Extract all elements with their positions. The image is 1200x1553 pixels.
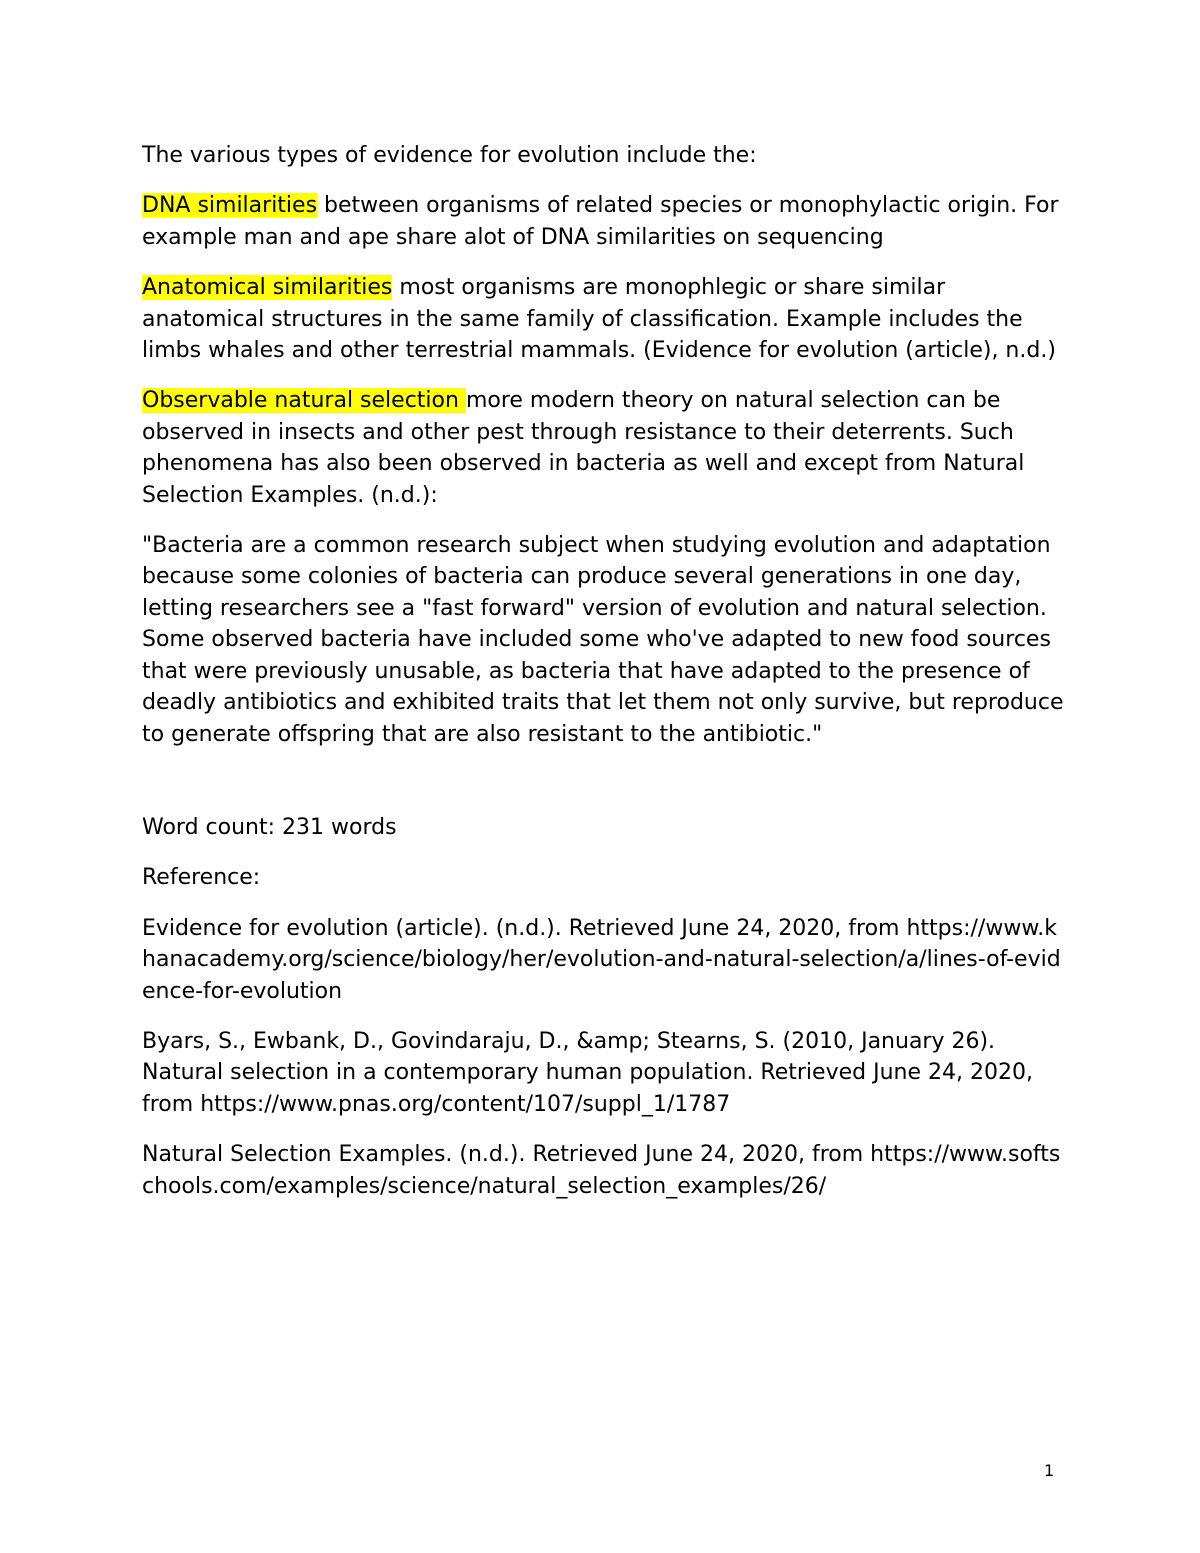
blank-line: [142, 769, 1067, 812]
reference-entry: [142, 913, 1067, 1007]
block-quote: "Bacteria are a common research subject when studying evolution and adaptation because some colonies of bacteria can produce several generations in one day, letting researchers see a "fast forward" version of evolution and natural selection. Some observed bacteria have included some who've adapted to new food sources that were previously unusable, as bacteria that have adapted to the presence of deadly antibiotics and exhibited traits that let them not only survive, but reproduce to generate offspring that are also resistant to the antibiotic.": [142, 533, 1064, 747]
reference-text: Natural Selection Examples. (n.d.). Retrieved June 24, 2020, from: [142, 1142, 871, 1168]
highlighted-term: Anatomical similarities: [142, 275, 393, 301]
highlighted-term: Observable natural selection: [142, 388, 466, 414]
section-text: more modern theory on natural selection can be observed in insects and other pest through resistance to their deterrents. Such phenomena has also been observed in bacteria as well and except from Natural Selection Examples. (n.d.):: [142, 388, 1025, 508]
reference-url: https://www.khanacademy.org/science/biology/her/evolution-and-natural-selection/a/lines-of-evidence-for-evolution: [142, 915, 1061, 1004]
highlighted-term: DNA similarities: [142, 193, 318, 219]
reference-url: https://www.pnas.org/content/107/suppl_1/1787: [200, 1091, 731, 1117]
section-text: most organisms are monophlegic or share similar anatomical structures in the same family of classification. Example includes the limbs whales and other terrestrial mammals. (Evidence for evolution (article), n.d.): [142, 275, 1056, 364]
intro-paragraph: The various types of evidence for evolution include the:: [142, 143, 757, 168]
section-dna-similarities: [142, 190, 1067, 253]
reference-url: https://www.softschools.com/examples/science/natural_selection_examples/26/: [142, 1142, 1061, 1199]
reference-text: Byars, S., Ewbank, D., Govindaraju, D., &amp; Stearns, S. (2010, January 26). Natural selection in a contemporary human population. Retrieved June 24, 2020, from: [142, 1028, 1033, 1117]
page-number: 1: [1044, 1461, 1055, 1480]
section-anatomical-similarities: [142, 272, 1067, 366]
word-count: Word count: 231 words: [142, 814, 397, 840]
reference-heading: Reference:: [142, 865, 261, 891]
reference-text: Evidence for evolution (article). (n.d.). Retrieved June 24, 2020, from: [142, 915, 907, 941]
document-body: [142, 140, 1067, 1221]
reference-entry: [142, 1026, 1067, 1120]
reference-entry: [142, 1139, 1067, 1202]
section-observable-natural-selection: [142, 385, 1067, 511]
section-text: between organisms of related species or monophylactic origin. For example man and ape share alot of DNA similarities on sequencing: [142, 193, 1059, 250]
